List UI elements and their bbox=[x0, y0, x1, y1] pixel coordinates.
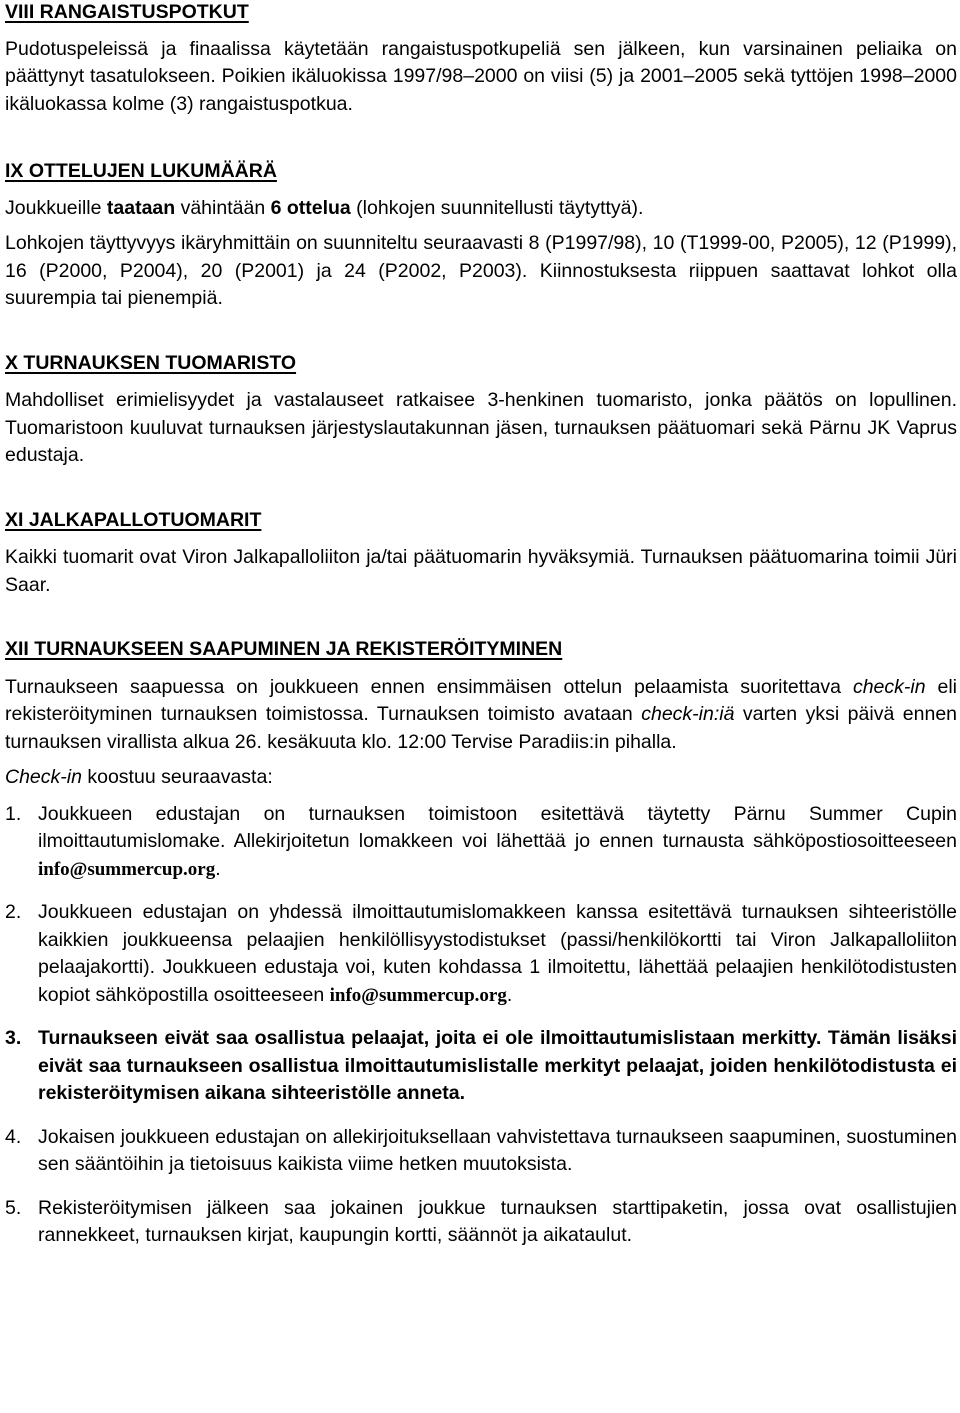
list-number: 3. bbox=[5, 1027, 22, 1049]
section-jury bbox=[5, 350, 957, 470]
text-run: varten yksi päivä ennen turnauksen virallista alkua 26. kesäkuuta klo. 12:00 Tervise Paradiis:in pihalla. bbox=[5, 703, 958, 753]
section-heading: X TURNAUKSEN TUOMARISTO bbox=[5, 351, 297, 374]
text-run: (lohkojen suunnitellusti täytyttyä). bbox=[350, 196, 644, 219]
list-item bbox=[5, 1195, 957, 1250]
list-item bbox=[5, 1124, 957, 1179]
italic-text: check-in bbox=[852, 675, 926, 698]
document-page bbox=[5, 0, 957, 1250]
section-referees bbox=[5, 507, 957, 600]
list-item-text: Turnaukseen eivät saa osallistua pelaajat, joita ei ole ilmoittautumislistaan merkitty. Tämän lisäksi eivät saa turnaukseen osallistua ilmoittautumislistalle merkityt pelaajat, joiden henkilötodistusta ei rekisteröitymisen aikana sihteeristölle anneta. bbox=[38, 1027, 957, 1104]
text-run: koostuu seuraavasta: bbox=[81, 766, 273, 788]
section-paragraph bbox=[5, 674, 957, 757]
list-number: 5. bbox=[5, 1196, 22, 1219]
section-paragraph: Pudotuspeleissä ja finaalissa käytetään rangaistuspotkupeliä sen jälkeen, kun varsinainen peliaika on päättynyt tasatulokseen. Poikien ikäluokissa 1997/98–2000 on viisi (5) ja 2001–2005 sekä tyttöjen 1998–2000 ikäluokassa kolme (3) rangaistuspotkua. bbox=[5, 37, 957, 115]
text-run: vähintään bbox=[175, 196, 271, 219]
text-run: . bbox=[506, 983, 513, 1006]
text-run: eli rekisteröityminen turnauksen toimistossa. Turnauksen toimisto avataan bbox=[5, 675, 957, 725]
section-heading: VIII RANGAISTUSPOTKUT bbox=[5, 1, 249, 23]
text-run: Turnaukseen saapuessa on joukkueen ennen ensimmäisen ottelun pelaamista suoritettava bbox=[5, 675, 853, 698]
list-number: 4. bbox=[5, 1125, 22, 1148]
section-penalty-kicks bbox=[5, 0, 957, 118]
italic-text: Check-in bbox=[5, 766, 82, 788]
section-match-count bbox=[5, 158, 957, 313]
section-heading: XII TURNAUKSEEN SAAPUMINEN JA REKISTERÖITYMINEN bbox=[5, 638, 563, 660]
list-item bbox=[5, 899, 957, 1009]
bold-text: 6 ottelua bbox=[270, 196, 351, 219]
section-paragraph: Lohkojen täyttyvyys ikäryhmittäin on suunniteltu seuraavasti 8 (P1997/98), 10 (T1999-00, P2005), 12 (P1999), 16 (P2000, P2004), 20 (P2001) ja 24 (P2002, P2003). Kiinnostuksesta riippuen saattavat lohkot olla suurempia tai pienempiä. bbox=[5, 232, 957, 309]
list-item-text: Jokaisen joukkueen edustajan on allekirjoituksellaan vahvistettava turnaukseen saapuminen, suostuminen sen sääntöihin ja tietoisuus kaikista viime hetken muutoksista. bbox=[38, 1125, 957, 1175]
list-item-text bbox=[38, 899, 957, 1009]
email-address: info@summercup.org bbox=[329, 984, 507, 1006]
section-paragraph: Kaikki tuomarit ovat Viron Jalkapalloliiton ja/tai päätuomarin hyväksymiä. Turnauksen päätuomarina toimii Jüri Saar. bbox=[5, 546, 957, 596]
bold-text: taataan bbox=[106, 196, 176, 219]
italic-text: check-in:iä bbox=[641, 703, 735, 725]
list-number: 2. bbox=[5, 901, 22, 923]
section-heading: XI JALKAPALLOTUOMARIT bbox=[5, 508, 262, 531]
section-paragraph: Mahdolliset erimielisyydet ja vastalauseet ratkaisee 3-henkinen tuomaristo, jonka päätös on lopullinen. Tuomaristoon kuuluvat turnauksen järjestyslautakunnan jäsen, turnauksen päätuomari sekä Pärnu JK Vaprus edustaja. bbox=[5, 389, 957, 466]
list-item-text: Rekisteröitymisen jälkeen saa jokainen joukkue turnauksen starttipaketin, jossa ovat osallistujien rannekkeet, turnauksen kirjat, kaupungin kortti, säännöt ja aikataulut. bbox=[38, 1196, 957, 1246]
list-item-text bbox=[38, 801, 957, 884]
section-paragraph bbox=[5, 764, 957, 792]
text-run: . bbox=[215, 857, 221, 880]
list-number: 1. bbox=[5, 802, 22, 825]
text-run: Joukkueen edustajan on yhdessä ilmoittautumislomakkeen kanssa esitettävä turnauksen sihteeristölle kaikkien joukkueensa pelaajien henkilöllisyystodistukset (passi/henkilökortti tai Viron Jalkapalloliiton pelaajakortti). Joukkueen edustaja voi, kuten kohdassa 1 ilmoitettu, lähettää pelaajien henkilötodistusten kopiot sähköpostilla osoitteeseen bbox=[38, 901, 957, 1006]
section-arrival-registration bbox=[5, 636, 957, 1250]
section-paragraph bbox=[5, 195, 957, 223]
text-run: Joukkueille bbox=[5, 196, 107, 219]
list-item bbox=[5, 1025, 957, 1108]
section-heading: IX OTTELUJEN LUKUMÄÄRÄ bbox=[5, 160, 277, 182]
email-address: info@summercup.org bbox=[38, 858, 216, 880]
text-run: Joukkueen edustajan on turnauksen toimistoon esitettävä täytetty Pärnu Summer Cupin ilmoittautumislomake. Allekirjoitetun lomakkeen voi lähettää jo ennen turnausta sähköpostiosoitteeseen bbox=[38, 802, 957, 852]
list-item bbox=[5, 801, 957, 884]
